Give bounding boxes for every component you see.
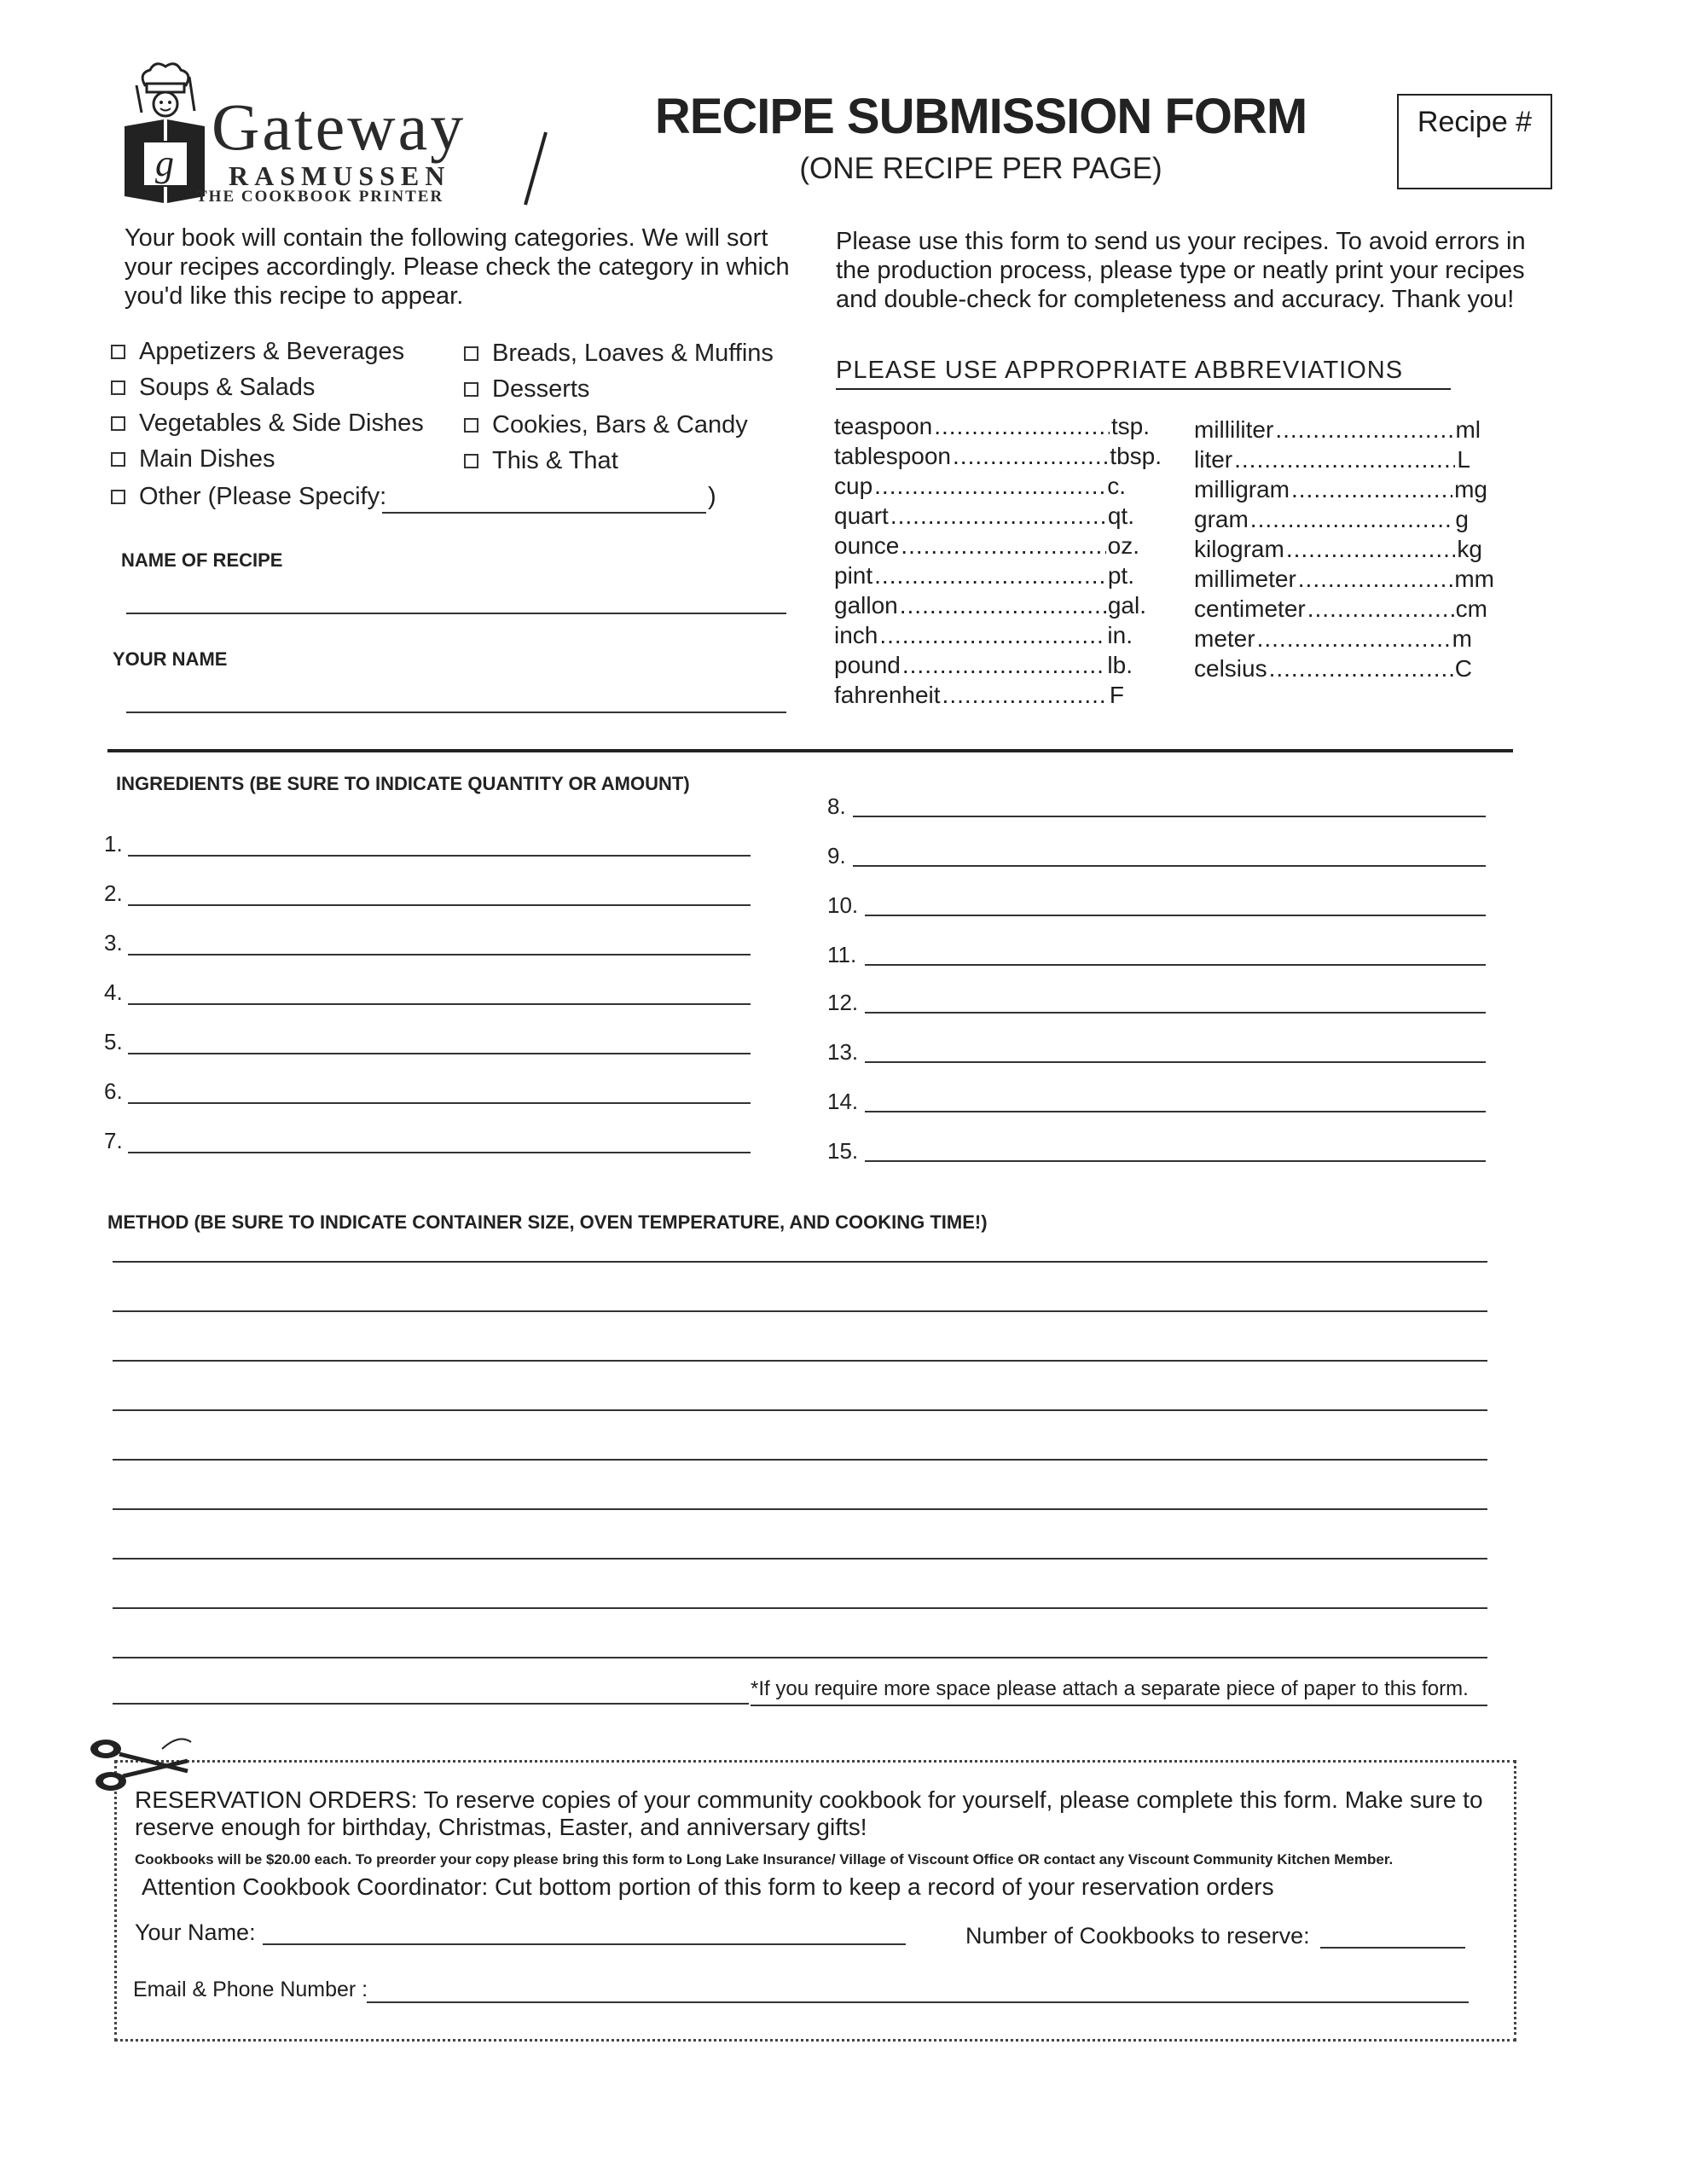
abbr-row: centimeter ..... cm <box>1194 595 1487 623</box>
coordinator-note: Attention Cookbook Coordinator: Cut bottom portion of this form to keep a record of your reservation orders <box>142 1873 1274 1900</box>
ingredient-number: 3. <box>104 930 123 956</box>
ingredient-number: 1. <box>104 831 123 857</box>
ingredient-number: 10. <box>827 892 859 918</box>
ingredient-input-3[interactable] <box>128 954 751 956</box>
method-line[interactable] <box>113 1558 1487 1560</box>
ingredient-number: 2. <box>104 880 123 906</box>
logo-brand: Gateway <box>212 90 467 164</box>
ingredient-input-13[interactable] <box>865 1061 1486 1063</box>
contact-label: Email & Phone Number : <box>133 1978 368 2001</box>
method-line[interactable] <box>113 1409 1487 1411</box>
submission-instructions: Please use this form to send us your recipes. To avoid errors in the production process, please type or neatly print your recipes and double-check for completeness and accuracy. Thank you! <box>836 228 1526 313</box>
abbr-row: pint ..... pt. <box>834 562 1134 590</box>
your-name-label: YOUR NAME <box>113 648 228 670</box>
recipe-number-box[interactable] <box>1397 94 1552 189</box>
abbr-row: pound ..... lb. <box>834 652 1133 679</box>
method-line[interactable] <box>113 1508 1487 1510</box>
category-cookies[interactable]: Cookies, Bars & Candy <box>464 411 748 439</box>
method-line[interactable] <box>113 1607 1487 1609</box>
ingredient-input-1[interactable] <box>128 855 751 857</box>
abbr-row: ounce ..... oz. <box>834 532 1139 560</box>
category-other[interactable]: Other (Please Specify: <box>111 483 386 511</box>
checkbox-icon[interactable] <box>464 346 478 361</box>
page-subtitle: (ONE RECIPE PER PAGE) <box>799 152 1162 185</box>
categories-intro: Your book will contain the following categories. We will sort your recipes accordingly. Please check the category in which you'd like this recipe to appear. <box>125 224 790 310</box>
ingredient-input-2[interactable] <box>128 904 751 906</box>
ingredient-input-6[interactable] <box>128 1102 751 1104</box>
ingredient-number: 14. <box>827 1089 859 1114</box>
ingredient-input-4[interactable] <box>128 1003 751 1005</box>
ingredient-input-12[interactable] <box>865 1012 1486 1014</box>
abbr-row: millimeter ..... mm <box>1194 566 1494 593</box>
category-this-and-that[interactable]: This & That <box>464 447 618 475</box>
checkbox-icon[interactable] <box>464 454 478 468</box>
logo-swoosh-icon <box>520 128 554 213</box>
category-main-dishes[interactable]: Main Dishes <box>111 445 275 473</box>
ingredient-input-9[interactable] <box>853 865 1486 867</box>
ingredient-number: 7. <box>104 1128 123 1153</box>
cookbook-count-label: Number of Cookbooks to reserve: <box>965 1923 1310 1949</box>
recipe-name-input[interactable] <box>126 613 786 614</box>
method-line[interactable] <box>113 1360 1487 1362</box>
contact-input[interactable] <box>367 2001 1469 2003</box>
abbr-row: milligram ..... mg <box>1194 476 1487 503</box>
ingredient-input-8[interactable] <box>853 816 1486 817</box>
other-close-paren: ) <box>708 483 716 510</box>
method-line[interactable] <box>113 1657 1487 1658</box>
abbr-row: liter ..... L <box>1194 446 1470 473</box>
reserve-name-label: Your Name: <box>135 1920 256 1945</box>
ingredient-number: 15. <box>827 1138 859 1164</box>
abbr-row: quart ..... qt. <box>834 502 1134 530</box>
category-breads[interactable]: Breads, Loaves & Muffins <box>464 340 774 368</box>
method-line[interactable] <box>113 1310 1487 1312</box>
checkbox-icon[interactable] <box>111 416 125 431</box>
other-specify-input[interactable] <box>382 512 706 514</box>
ingredient-input-7[interactable] <box>128 1152 751 1153</box>
checkbox-icon[interactable] <box>111 452 125 467</box>
logo-sub: RASMUSSEN <box>229 160 451 191</box>
abbr-row: milliliter ..... ml <box>1194 416 1481 444</box>
method-line[interactable] <box>113 1459 1487 1461</box>
abbr-row: tablespoon ..... tbsp. <box>834 443 1162 470</box>
your-name-input[interactable] <box>126 712 786 713</box>
logo-tagline: THE COOKBOOK PRINTER <box>196 188 444 206</box>
category-soups[interactable]: Soups & Salads <box>111 374 315 402</box>
section-divider <box>107 749 1513 752</box>
checkbox-icon[interactable] <box>111 345 125 359</box>
ingredient-input-10[interactable] <box>865 915 1486 916</box>
ingredient-number: 11. <box>827 942 857 967</box>
ingredients-heading: INGREDIENTS (BE SURE TO INDICATE QUANTITY OR AMOUNT) <box>116 773 690 794</box>
checkbox-icon[interactable] <box>464 382 478 397</box>
ingredient-input-14[interactable] <box>865 1111 1486 1112</box>
page-title: RECIPE SUBMISSION FORM <box>654 89 1307 144</box>
checkbox-icon[interactable] <box>111 490 125 504</box>
method-line-short[interactable] <box>113 1703 749 1705</box>
abbr-row: fahrenheit ..... F <box>834 682 1124 709</box>
abbr-row: teaspoon ..... tsp. <box>834 413 1150 440</box>
ingredient-number: 12. <box>827 990 859 1015</box>
abbr-row: kilogram ..... kg <box>1194 536 1482 563</box>
category-vegetables[interactable]: Vegetables & Side Dishes <box>111 410 424 438</box>
abbr-row: celsius ..... C <box>1194 655 1472 682</box>
price-note: Cookbooks will be $20.00 each. To preorder your copy please bring this form to Long Lake Insurance/ Village of Viscount Office OR contact any Viscount Community Kitchen Member. <box>135 1851 1394 1867</box>
checkbox-icon[interactable] <box>111 380 125 395</box>
ingredient-input-11[interactable] <box>865 964 1486 966</box>
checkbox-icon[interactable] <box>464 418 478 433</box>
ingredient-number: 13. <box>827 1039 859 1065</box>
method-heading: METHOD (BE SURE TO INDICATE CONTAINER SIZE, OVEN TEMPERATURE, AND COOKING TIME!) <box>107 1211 988 1233</box>
method-line[interactable] <box>113 1261 1487 1263</box>
extra-space-note: *If you require more space please attach a separate piece of paper to this form. <box>751 1677 1469 1700</box>
cookbook-count-input[interactable] <box>1320 1947 1465 1949</box>
ingredient-number: 9. <box>827 843 846 868</box>
reservation-intro: RESERVATION ORDERS: To reserve copies of your community cookbook for yourself, please complete this form. Make sure to reserve enough for birthday, Christmas, Easter, and anniversary gifts! <box>135 1786 1483 1840</box>
category-desserts[interactable]: Desserts <box>464 375 589 404</box>
abbr-row: gallon ..... gal. <box>834 592 1146 619</box>
abbr-row: meter ..... m <box>1194 625 1472 653</box>
ingredient-number: 4. <box>104 979 123 1005</box>
recipe-name-label: NAME OF RECIPE <box>121 549 283 571</box>
recipe-number-label: Recipe # <box>1417 106 1533 138</box>
ingredient-input-15[interactable] <box>865 1160 1486 1162</box>
ingredient-number: 6. <box>104 1078 123 1104</box>
company-logo <box>119 60 512 213</box>
abbr-row: cup ..... c. <box>834 473 1126 500</box>
logo-glyph: g <box>155 142 174 184</box>
category-appetizers[interactable]: Appetizers & Beverages <box>111 338 404 366</box>
abbreviations-heading: PLEASE USE APPROPRIATE ABBREVIATIONS <box>836 357 1451 390</box>
ingredient-number: 5. <box>104 1029 123 1054</box>
reserve-name-input[interactable] <box>263 1943 906 1945</box>
method-line-note <box>751 1705 1487 1706</box>
abbr-row: gram ..... g <box>1194 506 1469 533</box>
ingredient-number: 8. <box>827 793 846 819</box>
abbr-row: inch ..... in. <box>834 622 1133 649</box>
ingredient-input-5[interactable] <box>128 1053 751 1054</box>
